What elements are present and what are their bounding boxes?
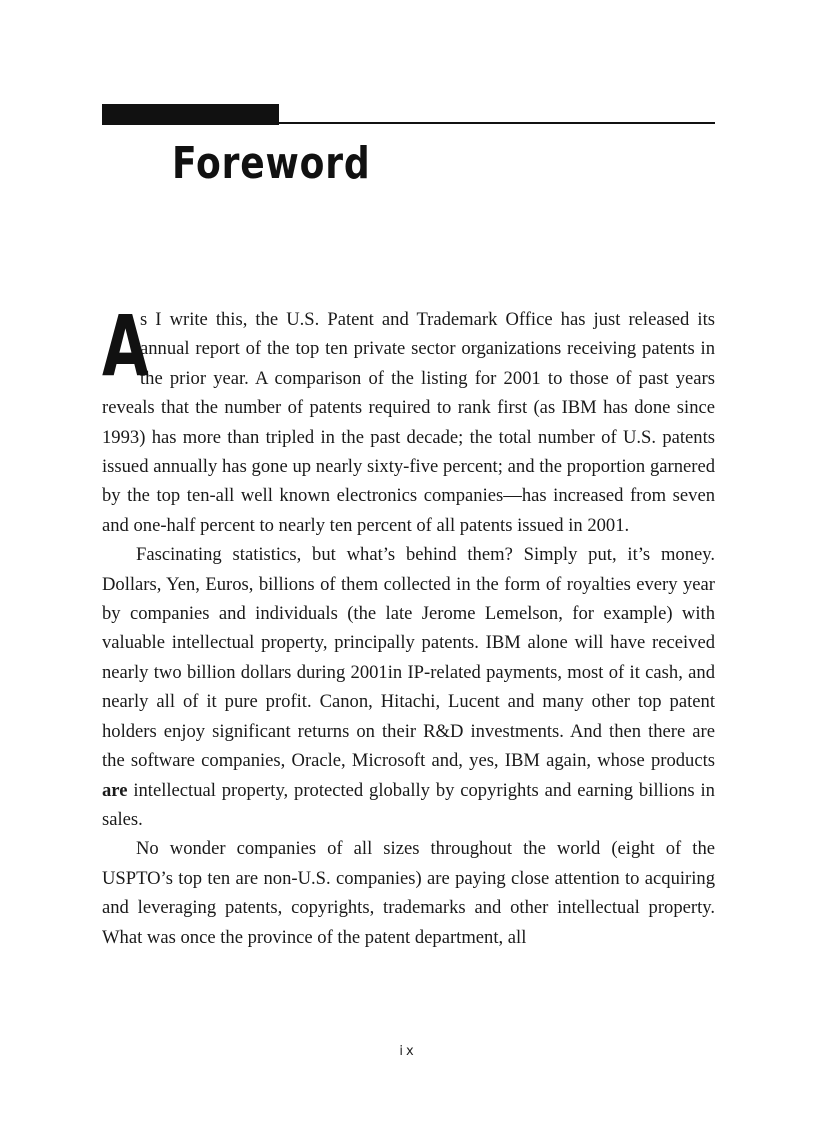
paragraph-3-text: No wonder companies of all sizes throughout the world (eight of the USPTO’s top ten are non-U.S. companies) are paying close attention to acquiring and leveraging patents, copyrights, trademarks and other intellectual property. What was once the province of the patent department, all (102, 838, 715, 948)
paragraph-2-text-end: intellectual property, protected globally by copyrights and earning billions in sales. (102, 779, 715, 830)
drop-cap: A (102, 297, 149, 395)
page-number: ix (399, 1044, 417, 1059)
emphasis-are: are (102, 779, 128, 801)
chapter-rule-thin (279, 122, 715, 124)
paragraph-1 (102, 297, 715, 540)
paragraph-3 (102, 834, 715, 952)
paragraph-2-text-start: Fascinating statistics, but what’s behind them? Simply put, it’s money. Dollars, Yen, Euros, billions of them collected in the form of royalties every year by companies and individuals (the late Jerome Lemelson, for example) with valuable intellectual property, principally patents. IBM alone will have received nearly two billion dollars during 2001in IP-related payments, most of it cash, and nearly all of it pure profit. Canon, Hitachi, Lucent and many other top patent holders enjoy significant returns on their R&D investments. And then there are the software companies, Oracle, Microsoft and, yes, IBM again, whose products (102, 544, 715, 772)
paragraph-1-text: s I write this, the U.S. Patent and Trademark Office has just released its annual report of the top ten private sector organizations receiving patents in the prior year. A comparison of the listing for 2001 to those of past years reveals that the number of patents required to rank first (as IBM has done since 1993) has more than tripled in the past decade; the total number of U.S. patents issued annually has gone up nearly sixty-five percent; and the proportion garnered by the top ten-all well known electronics companies—has increased from seven and one-half percent to nearly ten percent of all patents issued in 2001. (102, 309, 715, 536)
chapter-title: Foreword (172, 138, 371, 189)
body-text (102, 297, 715, 952)
chapter-rule-thick (102, 104, 279, 125)
paragraph-2 (102, 540, 715, 834)
